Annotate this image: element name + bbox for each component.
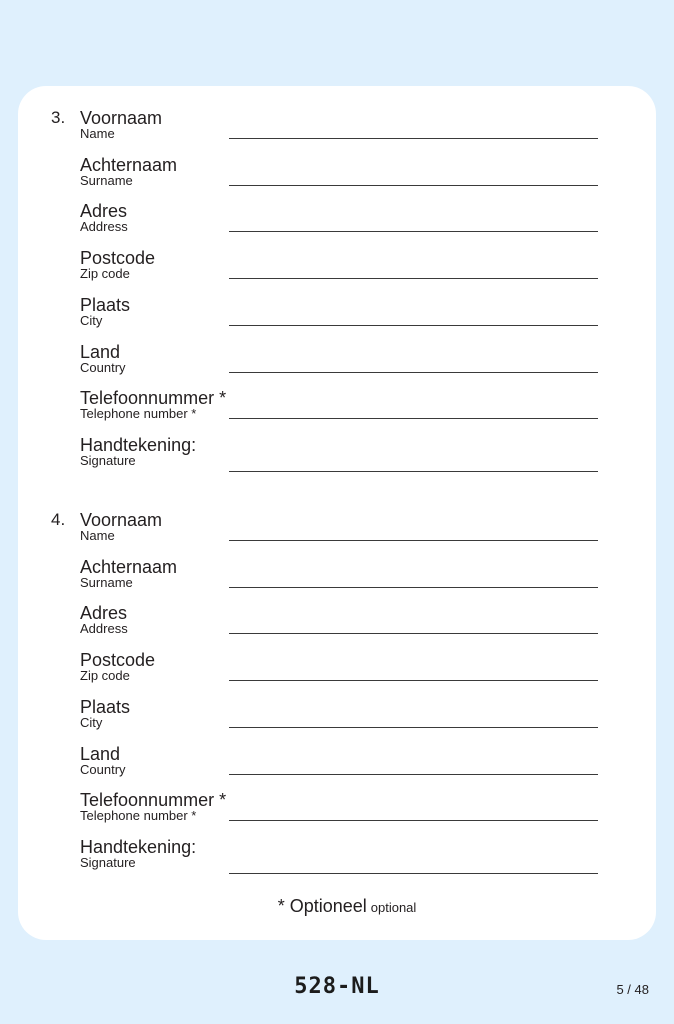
surname-label: Achternaam [80, 154, 178, 175]
country-label: Land [80, 743, 121, 764]
telephone-sublabel: Telephone number * [80, 406, 197, 422]
zip-code-row [80, 248, 600, 294]
signature-line [229, 873, 598, 874]
first-name-line [229, 138, 598, 139]
telephone-label: Telefoonnummer * [80, 790, 227, 811]
country-line [229, 372, 598, 373]
address-row [80, 201, 600, 247]
first-name-row [80, 510, 600, 556]
form-card [18, 86, 656, 940]
country-row [80, 342, 600, 388]
zip-code-line [229, 680, 598, 681]
telephone-line [229, 820, 598, 821]
footnote-label: * Optioneel [277, 896, 367, 916]
signature-row [80, 837, 600, 883]
surname-line [229, 587, 598, 588]
surname-label: Achternaam [80, 556, 178, 577]
section-number: 4. [51, 510, 66, 529]
city-row [80, 697, 600, 743]
person-4-section [18, 510, 656, 890]
country-sublabel: Country [80, 761, 126, 777]
city-sublabel: City [80, 312, 103, 328]
optional-footnote [38, 896, 656, 918]
country-label: Land [80, 341, 121, 362]
zip-code-label: Postcode [80, 248, 156, 269]
telephone-label: Telefoonnummer * [80, 388, 227, 409]
address-sublabel: Address [80, 219, 128, 235]
zip-code-sublabel: Zip code [80, 668, 130, 684]
address-label: Adres [80, 201, 128, 222]
surname-sublabel: Surname [80, 172, 133, 188]
city-label: Plaats [80, 294, 131, 315]
first-name-label: Voornaam [80, 108, 163, 128]
first-name-line [229, 540, 598, 541]
first-name-row [80, 108, 600, 154]
address-line [229, 231, 598, 232]
form-code: 528-NL [294, 974, 380, 999]
signature-sublabel: Signature [80, 452, 136, 468]
page-number: 5 / 48 [616, 982, 649, 997]
telephone-sublabel: Telephone number * [80, 808, 197, 824]
zip-code-row [80, 650, 600, 696]
address-row [80, 603, 600, 649]
country-row [80, 744, 600, 790]
signature-label: Handtekening: [80, 434, 197, 455]
surname-sublabel: Surname [80, 574, 133, 590]
zip-code-line [229, 278, 598, 279]
signature-label: Handtekening: [80, 836, 197, 857]
city-line [229, 325, 598, 326]
surname-row [80, 155, 600, 201]
zip-code-sublabel: Zip code [80, 266, 130, 282]
signature-sublabel: Signature [80, 854, 136, 870]
signature-row [80, 435, 600, 481]
address-line [229, 633, 598, 634]
surname-line [229, 185, 598, 186]
city-label: Plaats [80, 696, 131, 717]
surname-row [80, 557, 600, 603]
city-row [80, 295, 600, 341]
country-line [229, 774, 598, 775]
zip-code-label: Postcode [80, 650, 156, 671]
telephone-line [229, 418, 598, 419]
person-3-section [18, 108, 656, 488]
first-name-sublabel: Name [80, 528, 115, 543]
footnote-sublabel: optional [370, 900, 417, 915]
country-sublabel: Country [80, 359, 126, 375]
telephone-row [80, 388, 600, 434]
telephone-row [80, 790, 600, 836]
section-number: 3. [51, 108, 66, 127]
first-name-label: Voornaam [80, 510, 163, 530]
address-sublabel: Address [80, 621, 128, 637]
city-sublabel: City [80, 714, 103, 730]
first-name-sublabel: Name [80, 126, 115, 141]
address-label: Adres [80, 603, 128, 624]
signature-line [229, 471, 598, 472]
city-line [229, 727, 598, 728]
